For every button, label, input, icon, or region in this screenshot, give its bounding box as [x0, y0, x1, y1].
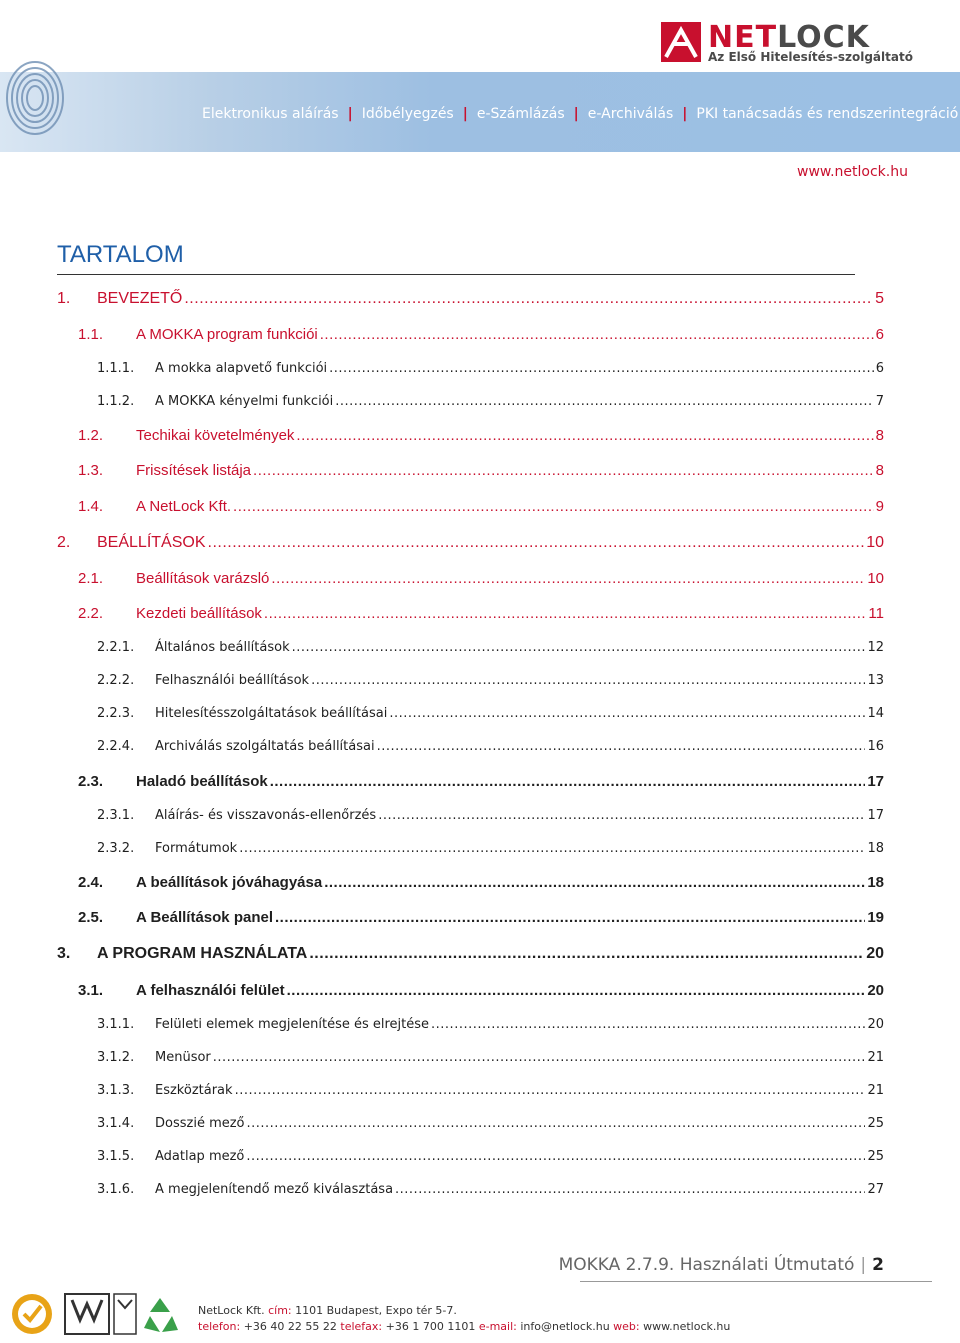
email-key: e-mail:	[478, 1320, 517, 1333]
toc-label: Felületi elemek megjelenítése és elrejtése	[155, 1017, 430, 1032]
toc-label: Adatlap mező	[155, 1149, 245, 1164]
toc-page: 6	[875, 361, 884, 376]
toc-label: BEVEZETŐ	[97, 290, 183, 307]
nav-item-e-archivalas[interactable]: e-Archiválás	[587, 106, 674, 122]
toc-page: 18	[867, 841, 884, 856]
toc-page: 8	[875, 462, 884, 479]
toc-label: A felhasználói felület	[136, 982, 285, 999]
toc-number: 2.	[57, 534, 71, 551]
toc-entry[interactable]	[97, 1149, 884, 1169]
toc-number: 2.2.1.	[97, 640, 135, 655]
recycle-icon	[144, 1298, 178, 1332]
toc-page: 9	[875, 498, 884, 515]
toc-number: 2.2.	[78, 605, 104, 622]
toc-page: 18	[867, 874, 884, 891]
toc-leader	[431, 1017, 865, 1032]
title-separator: |	[860, 1255, 867, 1275]
footer-contact	[198, 1303, 730, 1335]
toc-leader	[378, 808, 865, 823]
toc-leader	[264, 605, 867, 622]
toc-number: 2.2.2.	[97, 673, 135, 688]
toc-label: Formátumok	[155, 841, 238, 856]
sgs-badge-icon	[12, 1294, 52, 1334]
toc-label: A NetLock Kft.	[136, 498, 232, 515]
toc-leader	[335, 394, 873, 409]
toc-label: Dosszié mező	[155, 1116, 245, 1131]
toc-entry[interactable]	[57, 534, 884, 554]
toc-page: 19	[867, 909, 884, 926]
toc-page: 12	[867, 640, 884, 655]
toc-entry[interactable]	[97, 1050, 884, 1070]
toc-number: 1.1.2.	[97, 394, 135, 409]
toc-entry[interactable]	[78, 462, 884, 482]
toc-leader	[275, 909, 865, 926]
toc-label: A MOKKA program funkciói	[136, 326, 318, 343]
web-key: web:	[613, 1320, 640, 1333]
footer-divider	[580, 1281, 932, 1282]
toc-page: 7	[875, 394, 884, 409]
toc-leader	[246, 1149, 865, 1164]
address-value: 1101 Budapest, Expo tér 5-7.	[295, 1304, 457, 1317]
toc-number: 3.1.5.	[97, 1149, 135, 1164]
toc-page: 6	[875, 326, 884, 343]
netlock-logo	[661, 20, 911, 68]
footer-line-1	[198, 1303, 730, 1319]
toc-number: 1.	[57, 290, 71, 307]
toc-leader	[184, 290, 873, 308]
page-number: 2	[872, 1255, 884, 1275]
toc-number: 2.3.2.	[97, 841, 135, 856]
fingerprint-icon	[4, 50, 66, 142]
toc-label: Techikai követelmények	[136, 427, 295, 444]
toc-label: Beállítások varázsló	[136, 570, 270, 587]
toc-leader	[296, 427, 873, 444]
footer-doc-title	[559, 1255, 884, 1275]
toc-page: 13	[867, 673, 884, 688]
toc-number: 1.4.	[78, 498, 104, 515]
toc-leader	[271, 570, 865, 587]
toc-entry[interactable]	[78, 605, 884, 625]
toc-entry[interactable]	[97, 1182, 884, 1202]
toc-page: 10	[867, 570, 884, 587]
toc-leader	[389, 706, 865, 721]
toc-entry[interactable]	[78, 874, 884, 894]
toc-entry[interactable]	[97, 673, 884, 693]
toc-number: 3.1.3.	[97, 1083, 135, 1098]
toc-leader	[270, 773, 866, 790]
toc-leader	[329, 361, 874, 376]
toc-page: 16	[867, 739, 884, 754]
nav-item-e-szamlazas[interactable]: e-Számlázás	[476, 106, 565, 122]
toc-leader	[287, 982, 866, 999]
toc-number: 3.1.1.	[97, 1017, 135, 1032]
toc-leader	[320, 326, 874, 343]
toc-number: 1.1.	[78, 326, 104, 343]
certification-badges	[10, 1290, 192, 1340]
logo-wordmark: NETLOCK	[708, 20, 870, 55]
toc-leader	[324, 874, 865, 891]
website-link[interactable]: www.netlock.hu	[797, 164, 908, 180]
toc-page: 17	[867, 773, 884, 790]
toc-entry[interactable]	[97, 640, 884, 660]
toc-page: 11	[868, 605, 884, 622]
toc-label: Haladó beállítások	[136, 773, 268, 790]
toc-entry[interactable]	[97, 739, 884, 759]
toc-number: 2.3.	[78, 773, 104, 790]
fax-key: telefax:	[340, 1320, 383, 1333]
toc-entry[interactable]	[97, 361, 884, 381]
toc-entry[interactable]	[78, 773, 884, 793]
toc-leader	[239, 841, 865, 856]
toc-number: 1.1.1.	[97, 361, 135, 376]
toc-entry[interactable]	[78, 326, 884, 346]
toc-entry[interactable]	[97, 808, 884, 828]
web-value[interactable]: www.netlock.hu	[643, 1320, 731, 1333]
toc-leader	[395, 1182, 865, 1197]
toc-page: 25	[867, 1149, 884, 1164]
toc-number: 2.3.1.	[97, 808, 135, 823]
logo-tagline: Az Első Hitelesítés-szolgáltató	[708, 50, 913, 64]
nav-separator: |	[682, 106, 688, 122]
address-key: cím:	[268, 1304, 292, 1317]
toc-label: Hitelesítésszolgáltatások beállításai	[155, 706, 388, 721]
toc-number: 3.1.6.	[97, 1182, 135, 1197]
fax-value: +36 1 700 1101	[385, 1320, 476, 1333]
toc-label: A megjelenítendő mező kiválasztása	[155, 1182, 394, 1197]
toc-entry[interactable]	[57, 945, 884, 965]
toc-number: 3.1.4.	[97, 1116, 135, 1131]
toc-entry[interactable]	[78, 427, 884, 447]
toc-leader	[377, 739, 866, 754]
title-divider	[57, 274, 855, 275]
service-nav	[202, 104, 959, 124]
nav-separator: |	[462, 106, 468, 122]
toc-label: A MOKKA kényelmi funkciói	[155, 394, 334, 409]
toc-number: 3.	[57, 945, 71, 962]
toc-leader	[309, 945, 864, 963]
phone-value: +36 40 22 55 22	[243, 1320, 337, 1333]
toc-page: 14	[867, 706, 884, 721]
toc-page: 20	[867, 1017, 884, 1032]
toc-label: Menüsor	[155, 1050, 211, 1065]
toc-number: 2.4.	[78, 874, 104, 891]
toc-label: A Beállítások panel	[136, 909, 273, 926]
toc-label: Kezdeti beállítások	[136, 605, 262, 622]
toc-entry[interactable]	[97, 1083, 884, 1103]
toc-page: 10	[866, 534, 884, 551]
doc-title-text: MOKKA 2.7.9. Használati Útmutató	[558, 1255, 855, 1275]
toc-entry[interactable]	[57, 290, 884, 310]
toc-label: BEÁLLÍTÁSOK	[97, 534, 206, 551]
nav-item-idobelyegzes[interactable]: Időbélyegzés	[361, 106, 454, 122]
moody-badge-icon	[65, 1294, 109, 1334]
toc-label: Aláírás- és visszavonás-ellenőrzés	[155, 808, 377, 823]
toc-leader	[235, 1083, 866, 1098]
toc-page: 17	[867, 808, 884, 823]
nav-item-pki[interactable]: PKI tanácsadás és rendszerintegráció	[696, 106, 959, 122]
toc-title: TARTALOM	[57, 241, 184, 268]
toc-page: 21	[867, 1083, 884, 1098]
toc-label: Általános beállítások	[155, 640, 290, 655]
toc-number: 2.2.3.	[97, 706, 135, 721]
toc-label: A beállítások jóváhagyása	[136, 874, 323, 891]
footer-line-2	[198, 1319, 730, 1335]
toc-number: 2.5.	[78, 909, 104, 926]
toc-page: 8	[875, 427, 884, 444]
email-value[interactable]: info@netlock.hu	[520, 1320, 610, 1333]
toc-leader	[208, 534, 865, 552]
toc-page: 20	[866, 945, 884, 962]
toc-entry[interactable]	[97, 841, 884, 861]
toc-number: 2.2.4.	[97, 739, 135, 754]
toc-leader	[253, 462, 874, 479]
toc-leader	[247, 1116, 866, 1131]
toc-number: 3.1.2.	[97, 1050, 135, 1065]
toc-entry[interactable]	[78, 909, 884, 929]
toc-entry[interactable]	[78, 498, 884, 518]
toc-leader	[233, 498, 874, 515]
toc-entry[interactable]	[97, 394, 884, 414]
toc-label: Archiválás szolgáltatás beállításai	[155, 739, 375, 754]
toc-label: Frissítések listája	[136, 462, 252, 479]
ukas-badge-icon	[114, 1294, 136, 1334]
toc-label: A PROGRAM HASZNÁLATA	[97, 945, 308, 962]
toc-page: 25	[867, 1116, 884, 1131]
nav-separator: |	[347, 106, 353, 122]
toc-label: Eszköztárak	[155, 1083, 233, 1098]
toc-number: 3.1.	[78, 982, 104, 999]
toc-label: A mokka alapvető funkciói	[155, 361, 328, 376]
toc-entry[interactable]	[78, 982, 884, 1002]
toc-page: 20	[867, 982, 884, 999]
toc-number: 2.1.	[78, 570, 104, 587]
toc-page: 21	[867, 1050, 884, 1065]
nav-item-elektronikus-alairas[interactable]: Elektronikus aláírás	[202, 106, 339, 122]
netlock-emblem-icon	[661, 22, 701, 62]
nav-separator: |	[573, 106, 579, 122]
toc-leader	[292, 640, 866, 655]
toc-label: Felhasználói beállítások	[155, 673, 310, 688]
phone-key: telefon:	[198, 1320, 241, 1333]
toc-entry[interactable]	[97, 1017, 884, 1037]
toc-leader	[213, 1050, 866, 1065]
toc-leader	[311, 673, 865, 688]
toc-page: 27	[867, 1182, 884, 1197]
company-name: NetLock Kft.	[198, 1304, 265, 1317]
toc-entry[interactable]	[97, 706, 884, 726]
toc-number: 1.2.	[78, 427, 104, 444]
toc-entry[interactable]	[97, 1116, 884, 1136]
toc-entry[interactable]	[78, 570, 884, 590]
toc-page: 5	[875, 290, 884, 307]
toc-number: 1.3.	[78, 462, 104, 479]
